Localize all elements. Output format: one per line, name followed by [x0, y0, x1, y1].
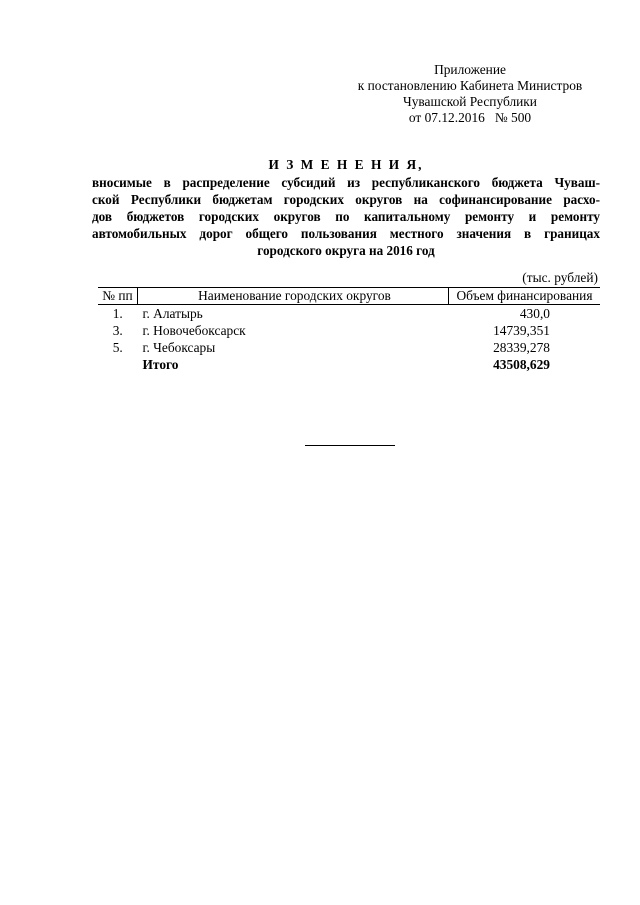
subtitle-line: ской Республики бюджетам городских округов на софинансирование расхо- — [92, 192, 600, 207]
appendix-line: от 07.12.2016 № 500 — [408, 110, 532, 125]
header-value: Объем финансирования — [449, 288, 601, 305]
document-heading: И З М Е Н Е Н И Я, — [268, 157, 424, 172]
table-header-row — [98, 288, 600, 305]
total-row — [98, 356, 600, 373]
row-value: 28339,278 — [493, 340, 550, 355]
header-number: № пп — [98, 288, 138, 305]
units-label: (тыс. рублей) — [522, 270, 598, 285]
appendix-line: Чувашской Республики — [403, 94, 537, 109]
appendix-line: Приложение — [434, 62, 506, 77]
row-value: 430,0 — [519, 306, 550, 321]
appendix-line: к постановлению Кабинета Министров — [357, 78, 583, 93]
total-label: Итого — [142, 357, 179, 372]
closing-separator-line — [305, 445, 395, 446]
row-name: г. Новочебоксарск — [142, 323, 246, 338]
row-name: г. Чебоксары — [142, 340, 216, 355]
subtitle-line: дов бюджетов городских округов по капитальному ремонту и ремонту — [92, 209, 600, 224]
subtitle-line: автомобильных дорог общего пользования местного значения в границах — [92, 226, 600, 241]
row-number: 3. — [112, 323, 123, 338]
row-number: 5. — [112, 340, 123, 355]
header-name: Наименование городских округов — [138, 288, 449, 305]
table-row — [98, 305, 600, 323]
subtitle-line: вносимые в распределение субсидий из республиканского бюджета Чуваш- — [92, 175, 600, 190]
subtitle-line: городского округа на 2016 год — [257, 243, 435, 258]
document-subtitle — [92, 174, 600, 259]
row-value: 14739,351 — [493, 323, 550, 338]
table-row — [98, 339, 600, 356]
table-row — [98, 322, 600, 339]
financing-table — [98, 287, 600, 373]
row-number: 1. — [112, 306, 123, 321]
total-value: 43508,629 — [493, 357, 550, 372]
appendix-block — [330, 62, 610, 126]
row-name: г. Алатырь — [142, 306, 203, 321]
